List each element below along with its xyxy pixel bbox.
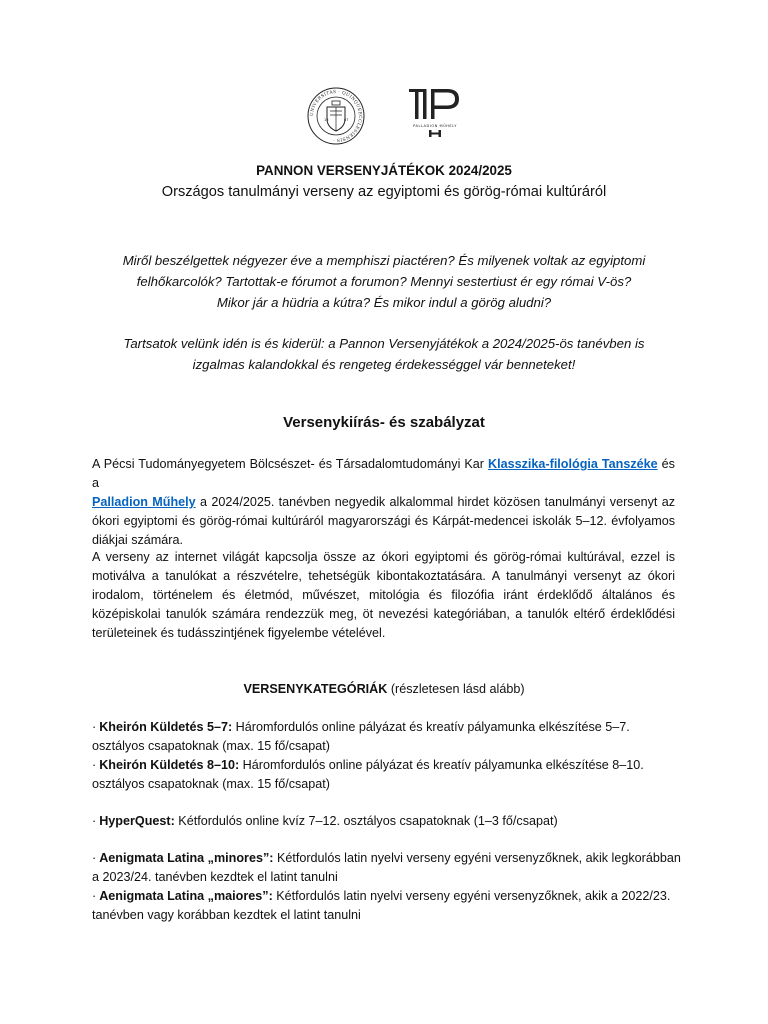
- category-name: Aenigmata Latina „minores”:: [99, 851, 274, 865]
- category-item: [92, 849, 682, 887]
- rules-paragraph-2: [92, 548, 675, 643]
- paragraph-text: a 2024/2025. tanévben negyedik alkalommal hirdet közösen tanulmányi versenyt az ókori egyiptomi és görög-római kultúráról magyarországi és Kárpát-medencei iskolák 5–12. évfolyamos diákjai számára.: [92, 495, 675, 547]
- category-description: Kétfordulós latin nyelvi verseny egyéni versenyzőknek, akik a 2022/23. tanévben vagy korábban kezdtek el latint tanulni: [92, 889, 671, 922]
- categories-heading-note: (részletesen lásd alább): [387, 682, 525, 696]
- intro-invitation: [90, 333, 678, 375]
- paragraph-text: és a: [92, 457, 675, 490]
- page-title: PANNON VERSENYJÁTÉKOK 2024/2025: [256, 163, 512, 178]
- svg-text:PALLADION MŰHELY: PALLADION MŰHELY: [413, 124, 457, 128]
- rules-paragraph-1: [92, 455, 675, 550]
- intro-line: Mikor jár a hüdria a kútra? És mikor indul a görög aludni?: [216, 295, 552, 310]
- intro-questions: [90, 250, 678, 313]
- category-item: [92, 718, 682, 756]
- category-item: [92, 887, 682, 925]
- svg-text:13: 13: [324, 118, 329, 122]
- paragraph-text: A verseny az internet világát kapcsolja össze az ókori egyiptomi és görög-római kultúrával, ezzel is motiválva a tanulókat a részvételre, tehetségük kibontakoztatására. A tanulmányi versenyt az ókori irodalom, történelem és életmód, művészet, mitológia és filozófia iránt érdeklődő általános és középiskolai tanulók számára rendezzük meg, öt nevezési kategóriában, a tanulók eltérő érdeklődési területeinek és tudásszintjének figyelembe vételével.: [92, 550, 675, 640]
- category-item: [92, 756, 682, 794]
- category-description: Háromfordulós online pályázat és kreatív pályamunka elkészítése 8–10. osztályos csapatoknak (max. 15 fő/csapat): [92, 758, 644, 791]
- logo-row: [0, 86, 768, 146]
- category-name: Kheirón Küldetés 5–7:: [99, 720, 233, 734]
- svg-text:67: 67: [344, 118, 349, 122]
- category-item: [92, 812, 682, 831]
- intro-line: izgalmas kalandokkal és rengeteg érdekességgel vár benneteket!: [192, 357, 576, 372]
- category-description: Kétfordulós latin nyelvi verseny egyéni versenyzőknek, akik legkorábban a 2023/24. tanévben kezdtek el latint tanulni: [92, 851, 681, 884]
- page-subtitle: Országos tanulmányi verseny az egyiptomi és görög-római kultúráról: [161, 184, 607, 200]
- svg-text:UNIVERSITAS · QUINQUEECCLESIEN: UNIVERSITAS · QUINQUEECCLESIENSIS ·: [309, 89, 363, 143]
- spacer: [92, 794, 682, 812]
- classics-department-link[interactable]: Klasszika-filológia Tanszéke: [488, 457, 658, 471]
- bullet: ·: [92, 851, 97, 865]
- university-seal-logo: [307, 87, 365, 145]
- categories-heading-bold: VERSENYKATEGÓRIÁK: [243, 682, 388, 696]
- category-description: Kétfordulós online kvíz 7–12. osztályos csapatoknak (1–3 fő/csapat): [174, 814, 558, 828]
- bullet: ·: [92, 889, 97, 903]
- category-description: Háromfordulós online pályázat és kreatív pályamunka elkészítése 5–7. osztályos csapatoknak (max. 15 fő/csapat): [92, 720, 630, 753]
- paragraph-text: A Pécsi Tudományegyetem Bölcsészet- és Társadalomtudományi Kar: [92, 457, 489, 471]
- category-name: Aenigmata Latina „maiores”:: [99, 889, 273, 903]
- bullet: ·: [92, 758, 97, 772]
- categories-heading: [0, 682, 768, 696]
- spacer: [92, 831, 682, 849]
- palladion-workshop-logo: [407, 86, 463, 138]
- intro-line: felhőkarcolók? Tartottak-e fórumot a forumon? Mennyi sestertiust ér egy római V-ös?: [136, 274, 632, 289]
- bullet: ·: [92, 720, 97, 734]
- intro-line: Miről beszélgettek négyezer éve a memphiszi piactéren? És milyenek voltak az egyiptomi: [122, 253, 646, 268]
- category-name: Kheirón Küldetés 8–10:: [99, 758, 240, 772]
- rules-heading: Versenykiírás- és szabályzat: [283, 414, 485, 431]
- category-list: [92, 718, 682, 925]
- intro-line: Tartsatok velünk idén is és kiderül: a Pannon Versenyjátékok a 2024/2025-ös tanévben is: [123, 336, 645, 351]
- bullet: ·: [92, 814, 97, 828]
- palladion-workshop-link[interactable]: Palladion Műhely: [92, 495, 196, 509]
- category-name: HyperQuest:: [99, 814, 175, 828]
